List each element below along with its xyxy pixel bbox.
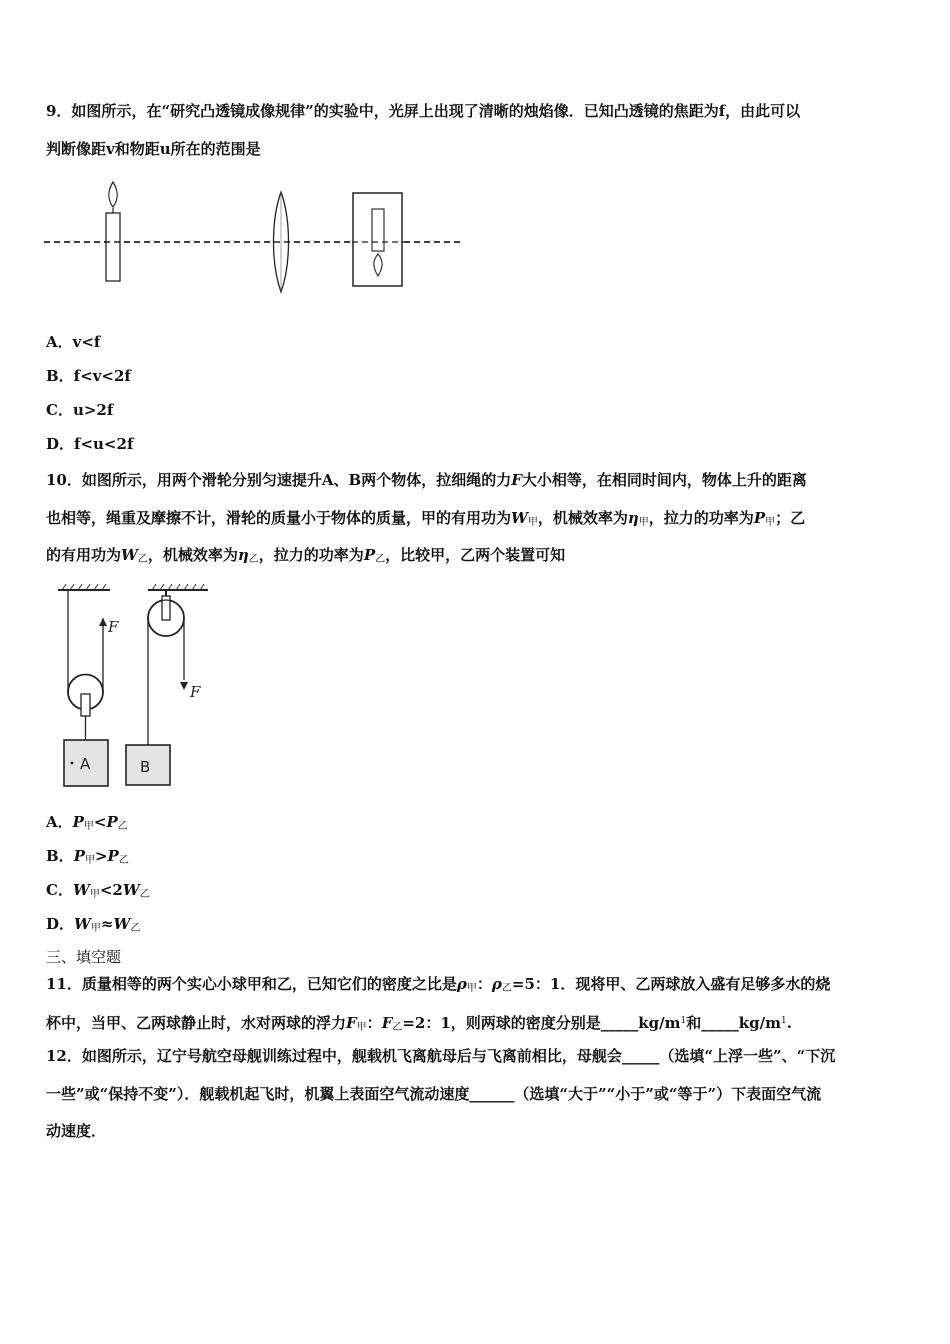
q12-stem-line2: 一些”或“保持不变”）．舰载机起飞时，机翼上表面空气流动速度______（选填“大于”“小于”或“等于”）下表面空气流: [46, 1085, 822, 1103]
candle-icon: [106, 182, 120, 281]
force-label-jia: F: [108, 618, 119, 636]
ceiling-hatch-icon: [58, 584, 208, 590]
q9-stem-line2: 判断像距v和物距u所在的范围是: [46, 140, 261, 158]
q10-option-a: A．$P_甲<P_乙$: [46, 813, 128, 832]
lens-experiment-figure: [40, 180, 470, 295]
q10-option-b: B．$P_甲>P_乙$: [46, 847, 129, 866]
q9-option-b: B．f<v<2f: [46, 367, 131, 385]
q10-option-c: C．$W_甲<2W_乙$: [46, 881, 150, 900]
q9-option-a: A．v<f: [46, 333, 101, 351]
block-a: [64, 740, 108, 786]
q12-stem-line1: 12．如图所示，辽宁号航空母舰训练过程中，舰载机飞离航母后与飞离前相比，母舰会_____（选填“上浮一些”、“下沉: [46, 1047, 836, 1065]
q11-stem-line1: 11．质量相等的两个实心小球甲和乙，已知它们的密度之比是$\rho_甲$：$\rho_乙=5$：1．现将甲、乙两球放入盛有足够多水的烧: [46, 975, 831, 994]
movable-pulley-icon: [68, 590, 119, 740]
q10-stem-line1: 10．如图所示，用两个滑轮分别匀速提升A、B两个物体，拉细绳的力F大小相等，在相同时间内，物体上升的距离: [46, 471, 807, 489]
q10-stem-line3: 的有用功为$W_乙$，机械效率为$\eta_乙$，拉力的功率为$P_乙$，比较甲，乙两个装置可知: [46, 546, 566, 565]
q9-stem-line1: 9．如图所示，在“研究凸透镜成像规律”的实验中，光屏上出现了清晰的烛焰像．已知凸透镜的焦距为f，由此可以: [46, 102, 801, 120]
block-a-label: A: [80, 755, 91, 773]
pulley-figure: [50, 580, 220, 795]
q12-stem-line3: 动速度．: [46, 1122, 107, 1140]
q9-option-d: D．f<u<2f: [46, 435, 134, 453]
q10-option-d: D．$W_甲\approx W_乙$: [46, 915, 141, 934]
q10-stem-line2: 也相等，绳重及摩擦不计，滑轮的质量小于物体的质量，甲的有用功为$W_甲$，机械效率为$\eta_甲$，拉力的功率为$P_甲$；乙: [46, 509, 806, 528]
block-b-label: B: [140, 758, 151, 776]
q9-option-c: C．u>2f: [46, 401, 114, 419]
fixed-pulley-icon: [148, 590, 201, 745]
section-heading: 三、填空题: [46, 948, 122, 966]
light-screen-icon: [352, 193, 404, 286]
block-b: [126, 745, 170, 785]
q11-stem-line2: 杯中，当甲、乙两球静止时，水对两球的浮力$F_甲$：$F_乙=2$：1，则两球的密度分别是$\_\_\_\_\_kg/m^1$和$\_\_\_\_\_kg/m^1$.: [46, 1014, 792, 1033]
force-label-yi: F: [190, 683, 201, 701]
